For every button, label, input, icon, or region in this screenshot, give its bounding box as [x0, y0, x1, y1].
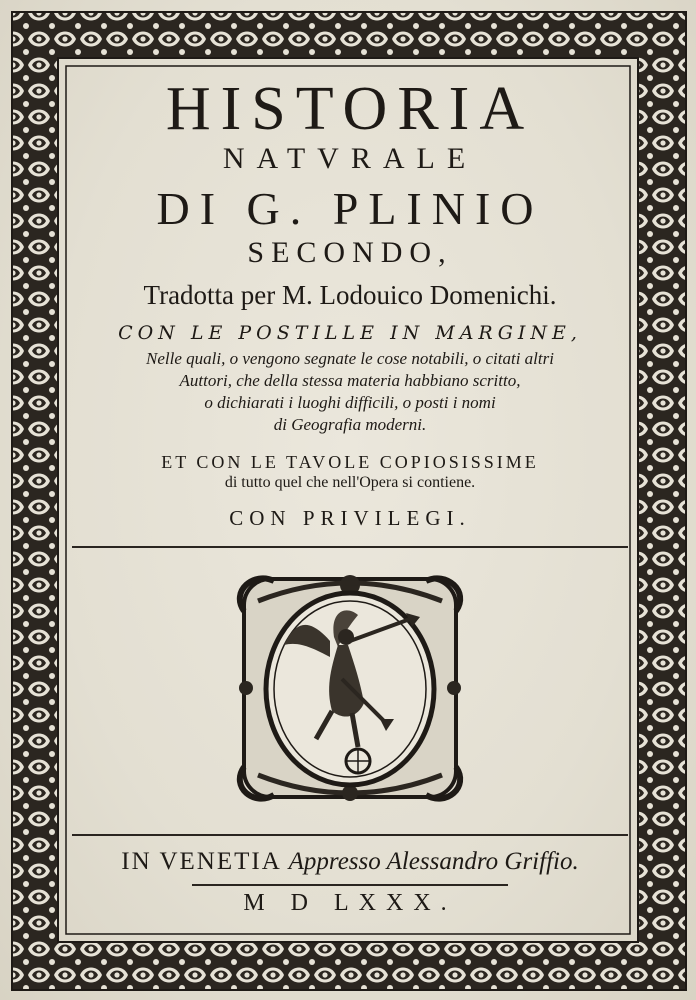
translator-line: Tradotta per M. Lodouico Domenichi.	[143, 280, 557, 310]
postille-text-1: Nelle quali, o vengono segnate le cose notabili, o citati altri	[146, 349, 554, 368]
imprint-printer: Appresso Alessandro Griffio.	[288, 848, 579, 875]
rule-above-imprint	[72, 834, 628, 836]
imprint-line	[70, 848, 630, 876]
title-line-secondo: SECONDO,	[247, 236, 453, 269]
postille-text-4: di Geografia moderni.	[273, 415, 427, 434]
imprint-place: IN VENETIA	[121, 848, 281, 875]
postille-heading: CON LE POSTILLE IN MARGINE,	[118, 322, 582, 344]
title-line-naturale: NATVRALE	[222, 142, 478, 175]
title-line-plinio: DI G. PLINIO	[156, 183, 544, 234]
title-line-historia: HISTORIA	[165, 75, 535, 143]
rule-above-device	[72, 546, 628, 548]
title-page-text	[70, 66, 630, 932]
imprint-year: M D LXXX.	[243, 890, 457, 916]
printers-device-icon	[234, 571, 466, 805]
postille-text-2: Auttori, che della stessa materia habbiano scritto,	[179, 371, 521, 390]
privilegi-line: CON PRIVILEGI.	[229, 506, 471, 530]
rule-above-year	[192, 884, 508, 886]
tavole-text: di tutto quel che nell'Opera si contiene.	[224, 474, 476, 491]
tavole-heading: ET CON LE TAVOLE COPIOSISSIME	[161, 452, 539, 472]
postille-text-3: o dichiarati i luoghi difficili, o posti i nomi	[204, 393, 496, 412]
